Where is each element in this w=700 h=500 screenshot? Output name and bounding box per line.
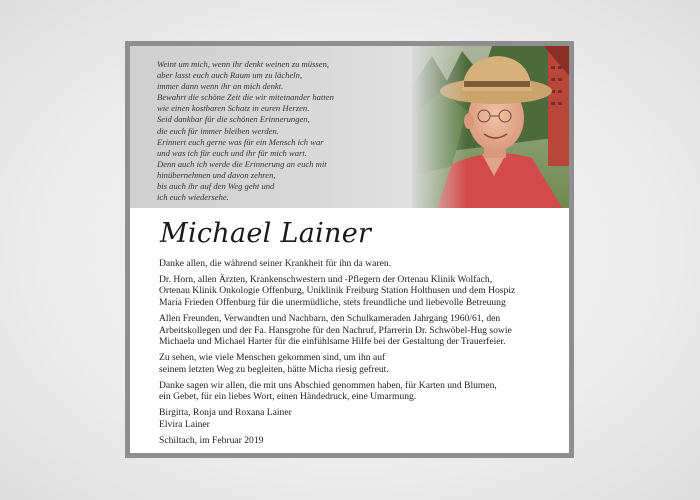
paragraph-condolences [159,380,559,403]
text-line: Maria Frieden Offenburg für die unermüdliche, stets freundliche und liebevolle Betreuung [159,297,506,309]
poem-line: ich euch wiedersehe. [157,192,229,203]
poem-line: wie einen kostbaren Schatz in euren Herzen. [157,103,310,114]
portrait-photo [412,46,569,208]
poem-line: und was ich für euch und ihr für mich wart. [157,147,307,158]
paragraph-thanks [159,258,559,270]
poem-line: hinübernehmen und davon zehren, [157,169,276,180]
paragraph-signatures [159,407,559,430]
card-inner [130,46,569,453]
text-line: Danke allen, die während seiner Krankheit für ihn da waren. [159,258,392,269]
text-line: Danke sagen wir allen, die mit uns Abschied genommen haben, für Karten und Blumen, [159,379,497,391]
poem-line: immer dann wenn ihr an mich denkt. [157,81,284,92]
text-line: Schiltach, im Februar 2019 [159,434,264,446]
poem-line: Denn auch ich werde die Erinnerung an euch mit [157,158,327,169]
text-line: Ortenau Klinik Onkologie Offenburg, Uniklinik Freiburg Station Holthusen und dem Hospiz [159,285,516,297]
poem-line: die euch für immer bleiben werden. [157,125,279,136]
poem-line: Erinnert euch gerne was für ein Mensch ich war [157,136,324,147]
paragraph-medical [159,274,559,309]
paragraph-friends [159,313,559,348]
text-line: Elvira Lainer [159,418,210,430]
poem-line: Seid dankbar für die schönen Erinnerungen, [157,114,310,125]
paragraph-place-date [159,435,559,447]
portrait-illustration [412,46,569,208]
text-line: Arbeitskollegen und der Fa. Hansgrohe für den Nachruf, Pfarrerin Dr. Schwöbel-Hug sowie [159,324,512,336]
text-line: ein Gebet, für ein liebes Wort, einen Händedruck, eine Umarmung. [159,391,417,403]
text-line: Dr. Horn, allen Ärzten, Krankenschwestern und -Pflegern der Ortenau Klinik Wolfach, [159,273,493,285]
poem-line: bis auch ihr auf den Weg geht und [157,181,275,192]
poem-line: Bewahrt die schöne Zeit die wir miteinander hatten [157,92,334,103]
text-line: Michaela und Michael Harter für die einfühlsame Hilfe bei der Gestaltung der Trauerfeier. [159,336,506,348]
obituary-card [125,41,574,458]
text-line: Zu sehen, wie viele Menschen gekommen sind, um ihn auf [159,352,386,364]
deceased-name: Michael Lainer [160,218,372,249]
text-line: Allen Freunden, Verwandten und Nachbarn, den Schulkameraden Jahrgang 1960/61, den [159,312,501,324]
poem-line: aber lasst euch auch Raum um zu lächeln, [157,70,303,81]
poem [157,59,417,203]
text-line: Birgitta, Ronja und Roxana Lainer [159,407,292,419]
poem-line: Weint um mich, wenn ihr denkt weinen zu müssen, [157,59,330,69]
acknowledgement-text [159,258,559,450]
header-band [130,46,569,208]
paragraph-attendance [159,352,559,375]
text-line: seinem letzten Weg zu begleiten, hätte Micha riesig gefreut. [159,363,389,375]
